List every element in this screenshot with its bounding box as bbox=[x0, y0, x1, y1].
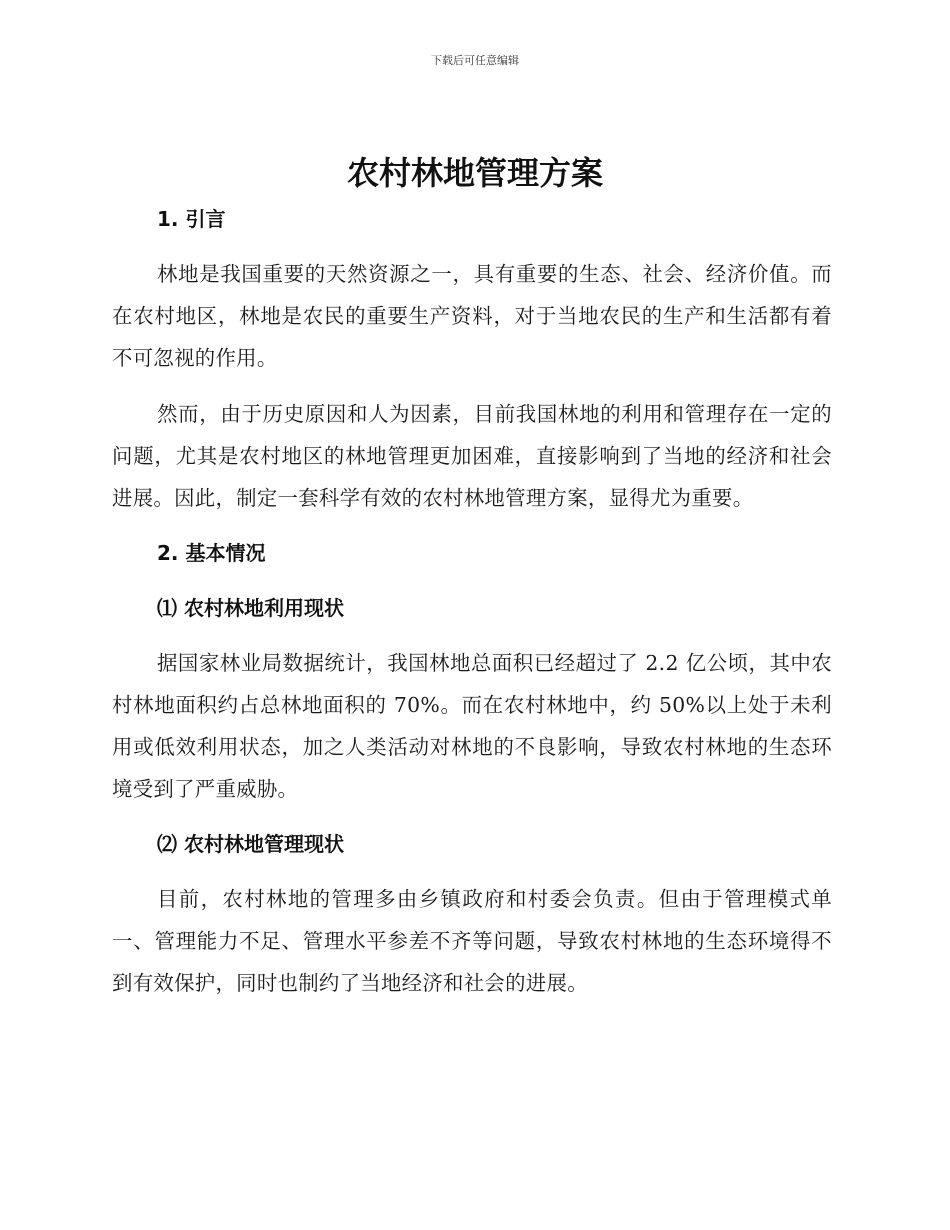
section-heading-intro: 1. 引言 bbox=[157, 207, 226, 231]
page-header-note: 下载后可任意编辑 bbox=[431, 54, 519, 67]
paragraph-intro-1: 林地是我国重要的天然资源之一，具有重要的生态、社会、经济价值。而在农村地区，林地是农民的重要生产资料，对于当地农民的生产和生活都有着不可忽视的作用。 bbox=[112, 262, 832, 370]
paragraph-intro-2: 然而，由于历史原因和人为因素，目前我国林地的利用和管理存在一定的问题，尤其是农村地区的林地管理更加困难，直接影响到了当地的经济和社会进展。因此，制定一套科学有效的农村林地管理方案，显得尤为重要。 bbox=[112, 402, 832, 510]
paragraph-management: 目前，农村林地的管理多由乡镇政府和村委会负责。但由于管理模式单一、管理能力不足、管理水平参差不齐等问题，导致农村林地的生态环境得不到有效保护，同时也制约了当地经济和社会的进展。 bbox=[112, 887, 832, 995]
document-title: 农村林地管理方案 bbox=[346, 154, 603, 192]
subsection-heading-management: ⑵ 农村林地管理现状 bbox=[157, 832, 344, 856]
section-heading-basic: 2. 基本情况 bbox=[157, 541, 266, 565]
paragraph-usage: 据国家林业局数据统计，我国林地总面积已经超过了 2.2 亿公顷，其中农村林地面积约占总林地面积的 70%。而在农村林地中，约 50%以上处于未利用或低效利用状态，加之人类活动对林地的不良影响，导致农村林地的生态环境受到了严重威胁。 bbox=[112, 651, 832, 801]
subsection-heading-usage: ⑴ 农村林地利用现状 bbox=[157, 596, 344, 620]
